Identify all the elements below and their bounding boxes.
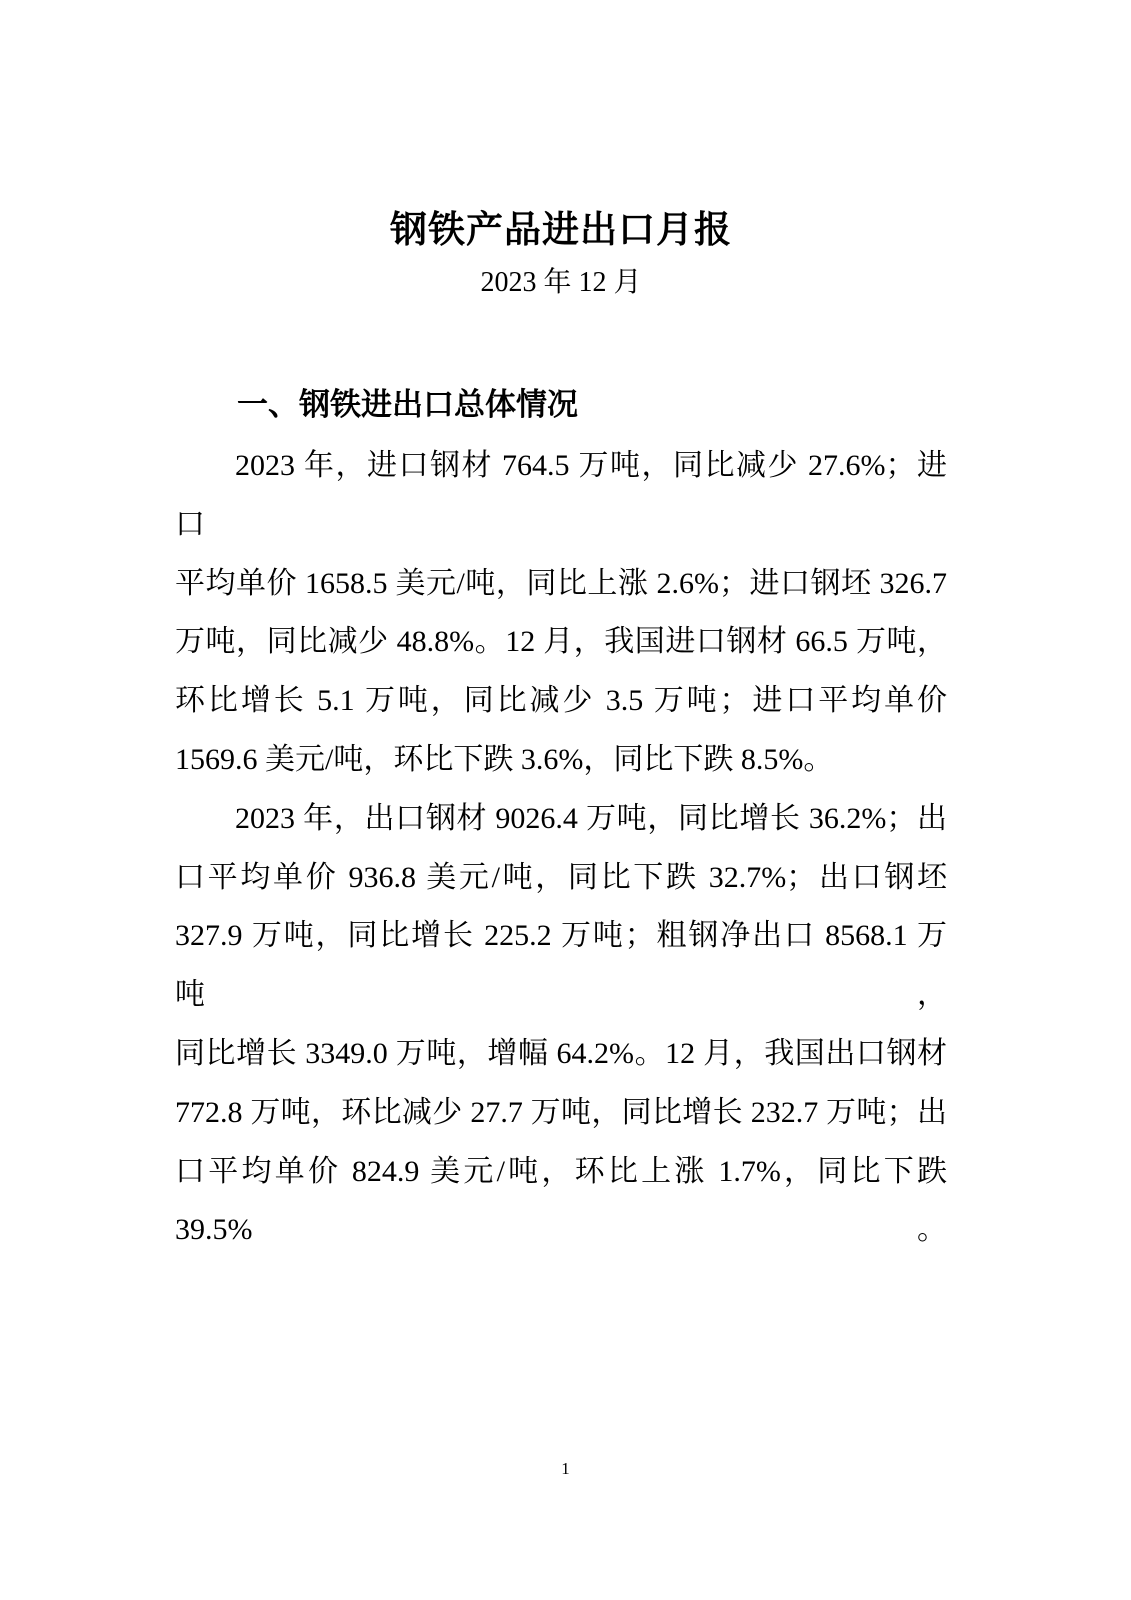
text-line: 327.9 万吨，同比增长 225.2 万吨；粗钢净出口 8568.1 万吨， [175, 919, 947, 1012]
body-text [175, 437, 947, 1260]
text-line: 772.8 万吨，环比减少 27.7 万吨，同比增长 232.7 万吨；出 [175, 1095, 947, 1129]
text-line: 万吨，同比减少 48.8%。12 月，我国进口钢材 66.5 万吨， [175, 625, 947, 659]
text-line: 口平均单价 824.9 美元/吨，环比上涨 1.7%，同比下跌 39.5%。 [175, 1154, 947, 1247]
text-line: 2023 年，进口钢材 764.5 万吨，同比减少 27.6%；进口 [175, 449, 947, 541]
paragraph-imports [175, 437, 947, 790]
text-line: 口平均单价 936.8 美元/吨，同比下跌 32.7%；出口钢坯 [175, 860, 947, 894]
document-content [175, 0, 947, 1260]
text-line: 2023 年，出口钢材 9026.4 万吨，同比增长 36.2%；出 [235, 801, 947, 835]
text-line: 平均单价 1658.5 美元/吨，同比上涨 2.6%；进口钢坯 326.7 [175, 566, 947, 600]
text-line: 环比增长 5.1 万吨，同比减少 3.5 万吨；进口平均单价 [175, 684, 947, 718]
text-line: 1569.6 美元/吨，环比下跌 3.6%，同比下跌 8.5%。 [175, 742, 834, 776]
page-number: 1 [561, 1459, 570, 1478]
page-title: 钢铁产品进出口月报 [390, 210, 732, 251]
report-date-subtitle: 2023 年 12 月 [480, 267, 642, 298]
text-line: 同比增长 3349.0 万吨，增幅 64.2%。12 月，我国出口钢材 [175, 1036, 947, 1070]
paragraph-exports [175, 790, 947, 1260]
section-heading: 一、钢铁进出口总体情况 [237, 387, 578, 422]
